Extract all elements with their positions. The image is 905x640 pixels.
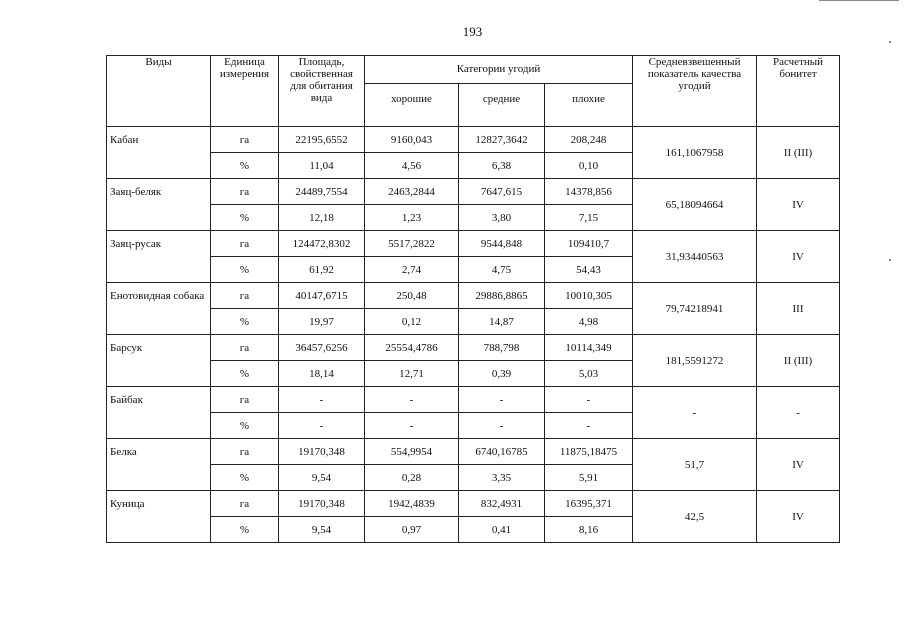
- value-cell: 1942,4839: [365, 491, 459, 517]
- unit-cell: га: [211, 491, 279, 517]
- game-habitat-table: [106, 55, 840, 543]
- unit-cell: га: [211, 231, 279, 257]
- value-cell: 16395,371: [545, 491, 633, 517]
- value-cell: 12827,3642: [459, 127, 545, 153]
- bonitet-value: II (III): [757, 335, 840, 387]
- value-cell: 19170,348: [279, 439, 365, 465]
- value-cell: 5,91: [545, 465, 633, 491]
- species-name: Заяц-русак: [107, 231, 211, 283]
- quality-value: 42,5: [633, 491, 757, 543]
- bonitet-value: IV: [757, 231, 840, 283]
- quality-value: 51,7: [633, 439, 757, 491]
- value-cell: 0,39: [459, 361, 545, 387]
- value-cell: 9544,848: [459, 231, 545, 257]
- table-row: [107, 335, 840, 361]
- value-cell: 2,74: [365, 257, 459, 283]
- quality-value: -: [633, 387, 757, 439]
- value-cell: 10010,305: [545, 283, 633, 309]
- value-cell: 3,35: [459, 465, 545, 491]
- table-row: [107, 231, 840, 257]
- value-cell: -: [459, 413, 545, 439]
- unit-cell: га: [211, 179, 279, 205]
- quality-value: 79,74218941: [633, 283, 757, 335]
- bonitet-value: III: [757, 283, 840, 335]
- value-cell: 11,04: [279, 153, 365, 179]
- table-row: [107, 491, 840, 517]
- value-cell: 208,248: [545, 127, 633, 153]
- header-area: Площадь, свойственная для обитания вида: [279, 56, 365, 127]
- header-row: [107, 56, 840, 84]
- bonitet-value: IV: [757, 439, 840, 491]
- value-cell: 554,9954: [365, 439, 459, 465]
- value-cell: 0,10: [545, 153, 633, 179]
- unit-cell: га: [211, 283, 279, 309]
- value-cell: 9160,043: [365, 127, 459, 153]
- header-bonitet: Расчетный бонитет: [757, 56, 840, 127]
- value-cell: 832,4931: [459, 491, 545, 517]
- value-cell: 788,798: [459, 335, 545, 361]
- value-cell: -: [459, 387, 545, 413]
- header-categories: Категории угодий: [365, 56, 633, 84]
- value-cell: 40147,6715: [279, 283, 365, 309]
- unit-cell: %: [211, 361, 279, 387]
- table-row: [107, 439, 840, 465]
- value-cell: 12,71: [365, 361, 459, 387]
- value-cell: 5,03: [545, 361, 633, 387]
- value-cell: -: [545, 387, 633, 413]
- value-cell: 3,80: [459, 205, 545, 231]
- scan-speck: [889, 41, 891, 43]
- value-cell: 5517,2822: [365, 231, 459, 257]
- bonitet-value: -: [757, 387, 840, 439]
- value-cell: -: [279, 387, 365, 413]
- quality-value: 31,93440563: [633, 231, 757, 283]
- value-cell: 7,15: [545, 205, 633, 231]
- table-row: [107, 179, 840, 205]
- header-bad: плохие: [545, 84, 633, 127]
- value-cell: -: [279, 413, 365, 439]
- unit-cell: %: [211, 205, 279, 231]
- value-cell: 18,14: [279, 361, 365, 387]
- unit-cell: %: [211, 413, 279, 439]
- species-name: Куница: [107, 491, 211, 543]
- unit-cell: %: [211, 465, 279, 491]
- species-name: Заяц-беляк: [107, 179, 211, 231]
- value-cell: 109410,7: [545, 231, 633, 257]
- value-cell: 0,97: [365, 517, 459, 543]
- value-cell: 22195,6552: [279, 127, 365, 153]
- species-name: Кабан: [107, 127, 211, 179]
- bonitet-value: II (III): [757, 127, 840, 179]
- value-cell: 12,18: [279, 205, 365, 231]
- unit-cell: %: [211, 517, 279, 543]
- value-cell: 250,48: [365, 283, 459, 309]
- value-cell: -: [545, 413, 633, 439]
- value-cell: 8,16: [545, 517, 633, 543]
- value-cell: 54,43: [545, 257, 633, 283]
- unit-cell: га: [211, 335, 279, 361]
- table-row: [107, 127, 840, 153]
- value-cell: 9,54: [279, 517, 365, 543]
- value-cell: 29886,8865: [459, 283, 545, 309]
- value-cell: 19,97: [279, 309, 365, 335]
- unit-cell: га: [211, 127, 279, 153]
- unit-cell: %: [211, 257, 279, 283]
- value-cell: 14378,856: [545, 179, 633, 205]
- value-cell: -: [365, 387, 459, 413]
- value-cell: 1,23: [365, 205, 459, 231]
- scan-edge-mark: [819, 0, 899, 1]
- value-cell: 4,75: [459, 257, 545, 283]
- quality-value: 65,18094664: [633, 179, 757, 231]
- page-number: 193: [462, 24, 483, 39]
- table-row: [107, 283, 840, 309]
- bonitet-value: IV: [757, 179, 840, 231]
- value-cell: 61,92: [279, 257, 365, 283]
- header-unit: Единица измерения: [211, 56, 279, 127]
- header-good: хорошие: [365, 84, 459, 127]
- species-name: Байбак: [107, 387, 211, 439]
- value-cell: 14,87: [459, 309, 545, 335]
- quality-value: 181,5591272: [633, 335, 757, 387]
- value-cell: -: [365, 413, 459, 439]
- header-species: Виды: [107, 56, 211, 127]
- value-cell: 6,38: [459, 153, 545, 179]
- value-cell: 24489,7554: [279, 179, 365, 205]
- value-cell: 19170,348: [279, 491, 365, 517]
- value-cell: 4,56: [365, 153, 459, 179]
- value-cell: 0,41: [459, 517, 545, 543]
- value-cell: 0,12: [365, 309, 459, 335]
- value-cell: 124472,8302: [279, 231, 365, 257]
- unit-cell: %: [211, 153, 279, 179]
- value-cell: 4,98: [545, 309, 633, 335]
- unit-cell: га: [211, 387, 279, 413]
- value-cell: 6740,16785: [459, 439, 545, 465]
- scan-speck: [889, 259, 891, 261]
- species-name: Белка: [107, 439, 211, 491]
- species-name: Барсук: [107, 335, 211, 387]
- bonitet-value: IV: [757, 491, 840, 543]
- value-cell: 0,28: [365, 465, 459, 491]
- value-cell: 2463,2844: [365, 179, 459, 205]
- value-cell: 36457,6256: [279, 335, 365, 361]
- unit-cell: %: [211, 309, 279, 335]
- value-cell: 9,54: [279, 465, 365, 491]
- value-cell: 11875,18475: [545, 439, 633, 465]
- value-cell: 10114,349: [545, 335, 633, 361]
- header-medium: средние: [459, 84, 545, 127]
- species-name: Енотовидная собака: [107, 283, 211, 335]
- table-row: [107, 387, 840, 413]
- header-quality: Средневзвешенный показатель качества угодий: [633, 56, 757, 127]
- value-cell: 7647,615: [459, 179, 545, 205]
- quality-value: 161,1067958: [633, 127, 757, 179]
- value-cell: 25554,4786: [365, 335, 459, 361]
- unit-cell: га: [211, 439, 279, 465]
